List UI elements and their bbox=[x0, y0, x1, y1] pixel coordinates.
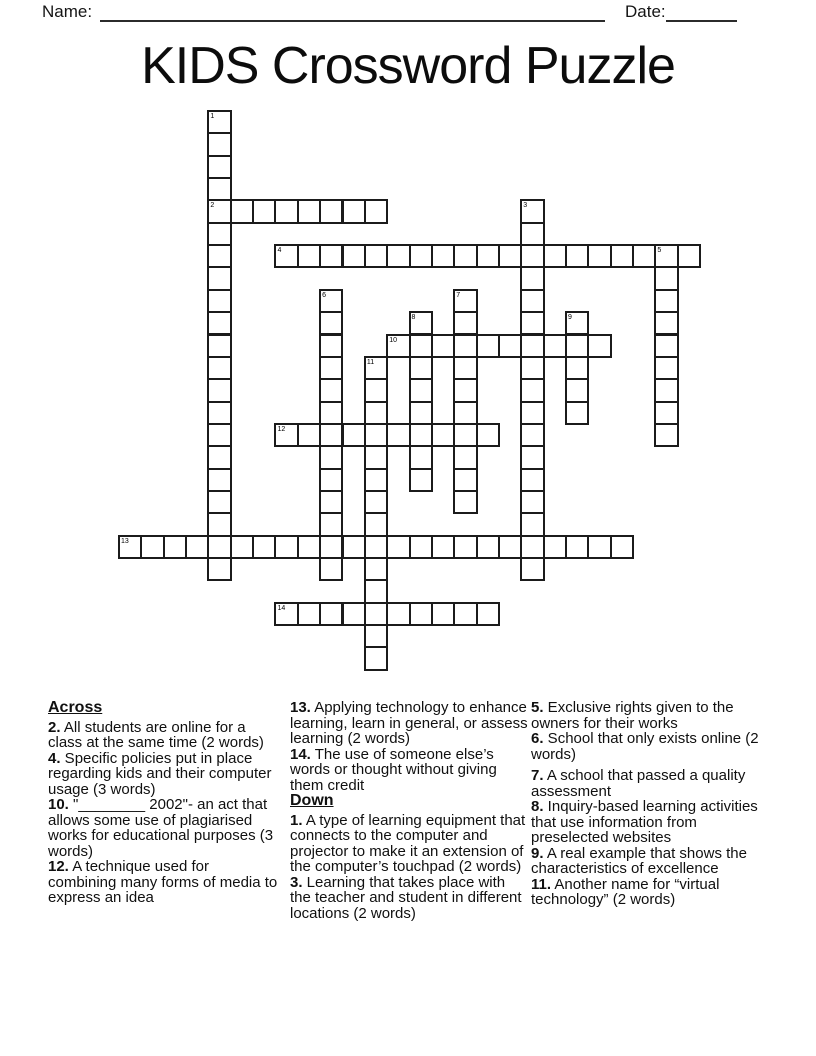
clues-column-middle bbox=[290, 700, 528, 921]
name-label: Name: bbox=[42, 2, 93, 21]
grid-cell[interactable] bbox=[364, 512, 388, 536]
grid-cell[interactable] bbox=[520, 401, 544, 425]
grid-cell[interactable] bbox=[431, 244, 455, 268]
grid-cell[interactable] bbox=[520, 535, 544, 559]
grid-cell[interactable] bbox=[565, 378, 589, 402]
grid-cell[interactable] bbox=[565, 356, 589, 380]
grid-cell[interactable] bbox=[610, 535, 634, 559]
page-title: KIDS Crossword Puzzle bbox=[141, 37, 675, 95]
grid-cell[interactable] bbox=[520, 311, 544, 335]
grid-cell[interactable] bbox=[654, 423, 678, 447]
grid-cell[interactable] bbox=[409, 445, 433, 469]
grid-cell[interactable] bbox=[207, 222, 231, 246]
grid-cell[interactable] bbox=[453, 423, 477, 447]
clue-8: 8. Inquiry-based learning activities that use information from preselected websites bbox=[531, 798, 758, 846]
grid-cell[interactable] bbox=[565, 244, 589, 268]
clue-7: 7. A school that passed a quality assessment bbox=[531, 767, 746, 800]
grid-cell[interactable] bbox=[587, 535, 611, 559]
clue-1: 1. A type of learning equipment that connects to the computer and projector to make it an extension of the computer’s touchpad (2 words) bbox=[290, 811, 526, 875]
grid-cell[interactable] bbox=[520, 468, 544, 492]
grid-cell[interactable] bbox=[632, 244, 656, 268]
grid-cell[interactable] bbox=[520, 423, 544, 447]
grid-cell[interactable] bbox=[520, 222, 544, 246]
grid-cell[interactable] bbox=[319, 401, 343, 425]
clue-number-4: 4 bbox=[277, 247, 282, 255]
grid-cell[interactable] bbox=[409, 378, 433, 402]
clues-column-down bbox=[531, 700, 773, 908]
clue-12: 12. A technique used for combining many forms of media to express an idea bbox=[48, 858, 278, 906]
grid-cell[interactable] bbox=[297, 199, 321, 223]
grid-cell[interactable] bbox=[409, 602, 433, 626]
grid-cell[interactable] bbox=[207, 378, 231, 402]
grid-cell[interactable] bbox=[431, 423, 455, 447]
grid-cell[interactable] bbox=[654, 266, 678, 290]
grid-cell[interactable] bbox=[207, 334, 231, 358]
clue-number-2: 2 bbox=[210, 202, 215, 210]
grid-cell[interactable] bbox=[364, 624, 388, 648]
grid-cell[interactable] bbox=[520, 244, 544, 268]
grid-cell[interactable] bbox=[565, 334, 589, 358]
clues-column-across bbox=[48, 700, 280, 906]
clue-number-1: 1 bbox=[210, 113, 215, 120]
grid-cell[interactable] bbox=[498, 535, 522, 559]
grid-cell[interactable] bbox=[163, 535, 187, 559]
grid-cell[interactable] bbox=[207, 401, 231, 425]
grid-cell[interactable] bbox=[364, 535, 388, 559]
grid-cell[interactable] bbox=[409, 356, 433, 380]
grid-cell[interactable] bbox=[207, 177, 231, 201]
grid-cell[interactable] bbox=[476, 602, 500, 626]
clue-13: 13. Applying technology to enhance learning, learn in general, or assess learning (2 words) bbox=[290, 699, 528, 747]
grid-cell[interactable] bbox=[207, 155, 231, 179]
grid-cell[interactable] bbox=[342, 535, 366, 559]
clues-heading-across: Across bbox=[48, 699, 103, 716]
grid-cell[interactable] bbox=[453, 356, 477, 380]
clue-6: 6. School that only exists online (2 words) bbox=[531, 730, 759, 763]
date-input-line[interactable] bbox=[666, 2, 737, 22]
grid-cell[interactable] bbox=[453, 334, 477, 358]
clue-3: 3. Learning that takes place with the teacher and student in different locations (2 words) bbox=[290, 873, 522, 922]
grid-cell[interactable] bbox=[498, 334, 522, 358]
grid-cell[interactable] bbox=[252, 535, 276, 559]
grid-cell[interactable] bbox=[498, 244, 522, 268]
grid-cell[interactable] bbox=[342, 199, 366, 223]
grid-cell[interactable] bbox=[364, 468, 388, 492]
grid-cell[interactable] bbox=[319, 512, 343, 536]
grid-cell[interactable] bbox=[319, 468, 343, 492]
grid-cell[interactable] bbox=[453, 535, 477, 559]
grid-cell[interactable] bbox=[565, 401, 589, 425]
grid-cell[interactable] bbox=[207, 423, 231, 447]
grid-cell[interactable] bbox=[520, 356, 544, 380]
grid-cell[interactable] bbox=[520, 289, 544, 313]
grid-cell[interactable] bbox=[386, 535, 410, 559]
grid-cell[interactable] bbox=[319, 311, 343, 335]
grid-cell[interactable] bbox=[364, 579, 388, 603]
grid-cell[interactable] bbox=[520, 445, 544, 469]
grid-cell[interactable] bbox=[453, 490, 477, 514]
grid-cell[interactable] bbox=[431, 334, 455, 358]
grid-cell[interactable] bbox=[207, 132, 231, 156]
grid-cell[interactable] bbox=[409, 244, 433, 268]
grid-cell[interactable] bbox=[297, 423, 321, 447]
clue-number-9: 9 bbox=[568, 314, 572, 322]
grid-cell[interactable] bbox=[543, 535, 567, 559]
grid-cell[interactable] bbox=[476, 423, 500, 447]
grid-cell[interactable] bbox=[364, 199, 388, 223]
grid-cell[interactable] bbox=[319, 378, 343, 402]
grid-cell[interactable] bbox=[453, 445, 477, 469]
grid-cell[interactable] bbox=[207, 445, 231, 469]
clue-number-7: 7 bbox=[456, 291, 461, 299]
grid-cell[interactable] bbox=[319, 334, 343, 358]
grid-cell[interactable] bbox=[319, 490, 343, 514]
grid-cell[interactable] bbox=[476, 244, 500, 268]
grid-cell[interactable] bbox=[476, 334, 500, 358]
clue-number-5: 5 bbox=[657, 247, 662, 255]
clue-number-10: 10 bbox=[389, 336, 397, 344]
grid-cell[interactable] bbox=[319, 535, 343, 559]
grid-cell[interactable] bbox=[386, 423, 410, 447]
grid-cell[interactable] bbox=[364, 244, 388, 268]
clue-4: 4. Specific policies put in place regarding kids and their computer usage (3 words) bbox=[48, 749, 272, 798]
grid-cell[interactable] bbox=[453, 401, 477, 425]
grid-cell[interactable] bbox=[520, 557, 544, 581]
grid-cell[interactable] bbox=[476, 535, 500, 559]
clue-number-8: 8 bbox=[411, 314, 416, 322]
grid-cell[interactable] bbox=[207, 244, 231, 268]
grid-cell[interactable] bbox=[342, 602, 366, 626]
grid-cell[interactable] bbox=[453, 311, 477, 335]
name-input-line[interactable] bbox=[100, 2, 605, 22]
grid-cell[interactable] bbox=[364, 401, 388, 425]
grid-cell[interactable] bbox=[364, 445, 388, 469]
grid-cell[interactable] bbox=[565, 535, 589, 559]
grid-cell[interactable] bbox=[319, 244, 343, 268]
grid-cell[interactable] bbox=[364, 557, 388, 581]
clue-9: 9. A real example that shows the characteristics of excellence bbox=[531, 844, 747, 877]
grid-cell[interactable] bbox=[453, 602, 477, 626]
grid-cell[interactable] bbox=[364, 423, 388, 447]
grid-cell[interactable] bbox=[207, 266, 231, 290]
grid-cell[interactable] bbox=[543, 244, 567, 268]
clue-2: 2. All students are online for a class at the same time (2 words) bbox=[48, 718, 264, 751]
clue-number-13: 13 bbox=[121, 537, 129, 545]
grid-cell[interactable] bbox=[453, 378, 477, 402]
grid-cell[interactable] bbox=[386, 244, 410, 268]
grid-cell[interactable] bbox=[364, 602, 388, 626]
grid-cell[interactable] bbox=[587, 244, 611, 268]
grid-cell[interactable] bbox=[409, 468, 433, 492]
grid-cell[interactable] bbox=[252, 199, 276, 223]
grid-cell[interactable] bbox=[319, 445, 343, 469]
grid-cell[interactable] bbox=[342, 244, 366, 268]
grid-cell[interactable] bbox=[654, 311, 678, 335]
grid-cell[interactable] bbox=[297, 602, 321, 626]
grid-cell[interactable] bbox=[364, 378, 388, 402]
grid-cell[interactable] bbox=[297, 244, 321, 268]
clues-heading-down: Down bbox=[290, 792, 334, 809]
grid-cell[interactable] bbox=[207, 356, 231, 380]
grid-cell[interactable] bbox=[274, 535, 298, 559]
grid-cell[interactable] bbox=[520, 512, 544, 536]
grid-cell[interactable] bbox=[319, 423, 343, 447]
grid-cell[interactable] bbox=[207, 311, 231, 335]
clue-10: 10. "________ 2002"- an act that allows some use of plagiarised works for educational purposes (3 words) bbox=[48, 796, 274, 860]
grid-cell[interactable] bbox=[409, 423, 433, 447]
grid-cell[interactable] bbox=[520, 490, 544, 514]
grid-cell[interactable] bbox=[520, 378, 544, 402]
clue-11: 11. Another name for “virtual technology” (2 words) bbox=[531, 875, 720, 908]
grid-cell[interactable] bbox=[654, 378, 678, 402]
grid-cell[interactable] bbox=[207, 490, 231, 514]
grid-cell[interactable] bbox=[319, 356, 343, 380]
clue-number-12: 12 bbox=[277, 425, 286, 433]
grid-cell[interactable] bbox=[207, 512, 231, 536]
grid-cell[interactable] bbox=[364, 646, 388, 670]
grid-cell[interactable] bbox=[453, 468, 477, 492]
grid-cell[interactable] bbox=[654, 356, 678, 380]
clue-number-11: 11 bbox=[366, 358, 375, 366]
grid-cell[interactable] bbox=[520, 334, 544, 358]
grid-cell[interactable] bbox=[409, 334, 433, 358]
grid-cell[interactable] bbox=[185, 535, 209, 559]
grid-cell[interactable] bbox=[140, 535, 164, 559]
grid-cell[interactable] bbox=[453, 244, 477, 268]
grid-cell[interactable] bbox=[230, 535, 254, 559]
clue-14: 14. The use of someone else’s words or thought without giving them credit bbox=[290, 745, 497, 794]
grid-cell[interactable] bbox=[587, 334, 611, 358]
grid-cell[interactable] bbox=[364, 490, 388, 514]
grid-cell[interactable] bbox=[409, 535, 433, 559]
grid-cell[interactable] bbox=[654, 289, 678, 313]
grid-cell[interactable] bbox=[207, 557, 231, 581]
clue-number-3: 3 bbox=[523, 202, 528, 210]
grid-cell[interactable] bbox=[274, 199, 298, 223]
date-label: Date: bbox=[625, 2, 666, 21]
grid-cell[interactable] bbox=[207, 468, 231, 492]
grid-cell[interactable] bbox=[319, 199, 343, 223]
clue-5: 5. Exclusive rights given to the owners for their works bbox=[531, 699, 734, 732]
grid-cell[interactable] bbox=[654, 401, 678, 425]
clue-number-14: 14 bbox=[277, 604, 286, 612]
grid-cell[interactable] bbox=[342, 423, 366, 447]
grid-cell[interactable] bbox=[543, 334, 567, 358]
grid-cell[interactable] bbox=[319, 557, 343, 581]
grid-cell[interactable] bbox=[207, 535, 231, 559]
clue-number-6: 6 bbox=[322, 291, 327, 299]
grid-cell[interactable] bbox=[386, 602, 410, 626]
grid-cell[interactable] bbox=[431, 602, 455, 626]
grid-cell[interactable] bbox=[319, 602, 343, 626]
grid-cell[interactable] bbox=[677, 244, 701, 268]
grid-cell[interactable] bbox=[431, 535, 455, 559]
grid-cell[interactable] bbox=[409, 401, 433, 425]
grid-cell[interactable] bbox=[520, 266, 544, 290]
grid-cell[interactable] bbox=[297, 535, 321, 559]
grid-cell[interactable] bbox=[230, 199, 254, 223]
grid-cell[interactable] bbox=[654, 334, 678, 358]
grid-cell[interactable] bbox=[610, 244, 634, 268]
grid-cell[interactable] bbox=[207, 289, 231, 313]
